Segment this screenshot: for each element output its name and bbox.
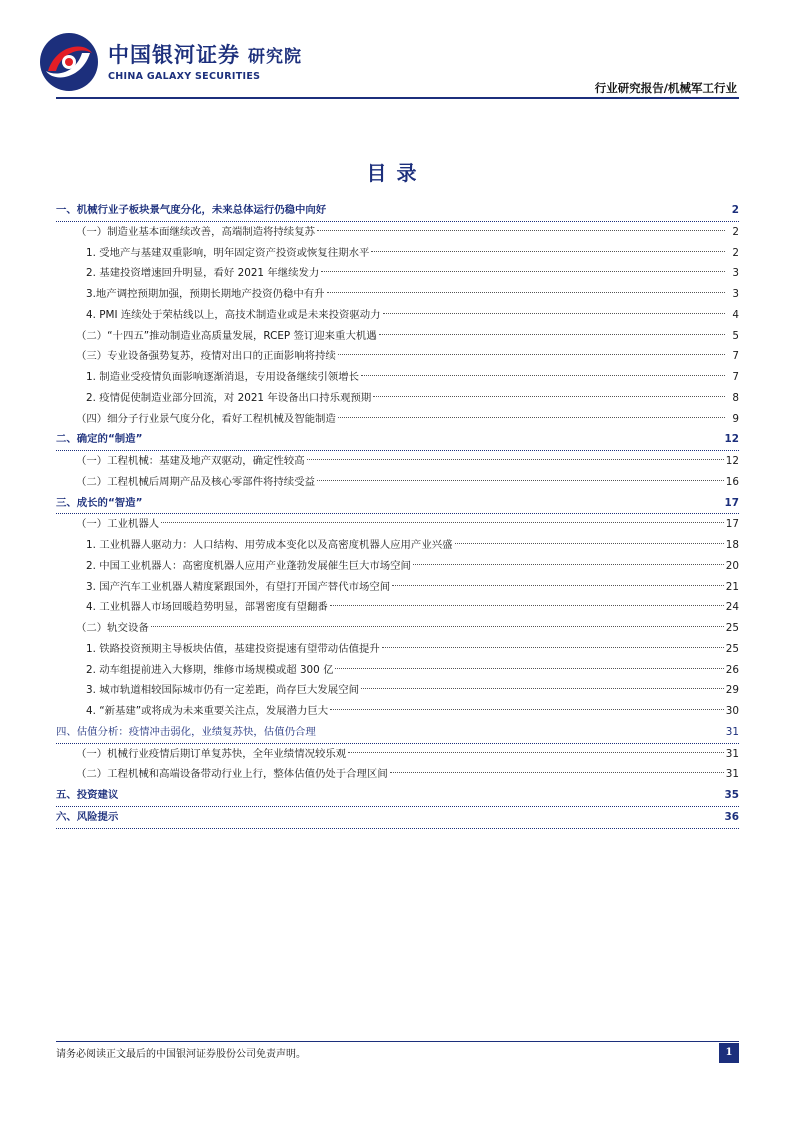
toc-entry-page: 25 [725,622,739,634]
toc-entry-title: （二）“十四五”推动制造业高质量发展，RCEP 签订迎来重大机遇 [76,329,377,342]
toc-leader-dots [335,668,723,669]
toc-entry-page: 3 [732,288,739,300]
toc-entry-page: 2 [732,225,739,238]
toc-entry-title: 2. 疫情促使制造业部分回流，对 2021 年设备出口持乐观预期 [86,391,372,404]
toc-entry-page: 12 [724,433,739,446]
toc-entry-page: 35 [724,789,739,801]
toc-entry-page: 26 [725,663,739,676]
toc-entry-title: 1. 制造业受疫情负面影响逐渐消退，专用设备继续引领增长 [86,371,359,383]
toc-entry[interactable] [56,409,739,430]
toc-entry-title: 3.地产调控预期加强，预期长期地产投资仍稳中有升 [86,288,325,300]
toc-entry[interactable] [56,305,739,326]
company-logo [38,30,348,94]
toc-entry[interactable] [56,263,739,284]
toc-entry[interactable] [56,744,739,765]
page-header [0,0,793,100]
toc-entry-page: 4 [732,308,739,321]
toc-entry[interactable] [56,577,739,598]
toc-entry-page: 12 [725,455,739,467]
toc-leader-dots [382,647,724,648]
toc-entry-page: 31 [725,747,739,760]
toc-entry[interactable] [56,200,739,222]
toc-entry-title: 二、确定的“制造” [56,433,143,446]
toc-entry-title: 2. 动车组提前进入大修期，维修市场规模或超 300 亿 [86,663,334,676]
toc-entry-page: 31 [725,768,739,781]
toc-entry-page: 9 [732,412,739,425]
toc-entry[interactable] [56,556,739,577]
toc-entry[interactable] [56,785,739,807]
logo-english-name: CHINA GALAXY SECURITIES [108,70,261,82]
toc-entry-title: 3. 城市轨道相较国际城市仍有一定差距，尚存巨大发展空间 [86,684,359,697]
toc-leader-dots [330,605,724,606]
toc-entry-title: （二）工程机械后周期产品及核心零部件将持续受益 [76,475,315,488]
toc-leader-dots [317,480,724,481]
toc-leader-dots [161,522,724,523]
toc-leader-dots [392,585,724,586]
toc-entry-page: 24 [725,601,739,614]
toc-entry-page: 25 [725,642,739,655]
toc-entry[interactable] [56,222,739,243]
toc-leader-dots [321,271,725,272]
toc-entry-page: 16 [725,475,739,488]
toc-entry[interactable] [56,367,739,388]
toc-entry-page: 29 [725,684,739,697]
toc-entry[interactable] [56,243,739,264]
toc-leader-dots [383,313,725,314]
toc-entry-title: （一）工程机械：基建及地产双驱动，确定性较高 [76,455,305,467]
toc-entry[interactable] [56,535,739,556]
toc-entry-title: 2. 中国工业机器人：高密度机器人应用产业蓬勃发展催生巨大市场空间 [86,559,411,572]
toc-entry-title: 3. 国产汽车工业机器人精度紧跟国外，有望打开国产替代市场空间 [86,580,391,593]
toc-entry[interactable] [56,326,739,347]
toc-entry-title: 1. 工业机器人驱动力：人口结构、用劳成本变化以及高密度机器人应用产业兴盛 [86,539,453,551]
toc-leader-dots [361,688,724,689]
toc-entry-title: 4. “新基建”或将成为未来重要关注点，发展潜力巨大 [86,705,329,717]
toc-entry-title: 六、风险提示 [56,810,119,823]
toc-entry-title: 四、估值分析：疫情冲击弱化，业绩复苏快，估值仍合理 [56,725,316,738]
toc-title: 目录 [366,161,427,185]
toc-entry-page: 2 [731,204,739,216]
toc-entry-page: 8 [732,391,739,404]
toc-leader-dots [307,459,724,460]
toc-entry-title: 2. 基建投资增速回升明显，看好 2021 年继续发力 [86,267,320,280]
toc-leader-dots [327,292,725,293]
report-type: 行业研究报告/机械军工行业 [594,81,737,95]
toc-leader-dots [348,752,724,753]
toc-entry-title: （四）细分子行业景气度分化，看好工程机械及智能制造 [76,412,336,425]
toc-entry-page: 18 [725,539,739,551]
toc-entry-title: （一）机械行业疫情后期订单复苏快，全年业绩情况较乐观 [76,747,347,760]
toc-entry[interactable] [56,597,739,618]
toc-entry[interactable] [56,429,739,451]
toc-leader-dots [373,396,725,397]
toc-entry-page: 2 [732,246,739,259]
toc-leader-dots [151,626,724,627]
toc-entry[interactable] [56,660,739,681]
logo-institute: 研究院 [248,46,302,67]
toc-leader-dots [371,251,725,252]
toc-leader-dots [455,543,724,544]
toc-entry-page: 30 [725,705,739,717]
toc-entry-page: 17 [724,496,739,509]
footer-divider [56,1041,739,1042]
toc-entry[interactable] [56,680,739,701]
toc-entry[interactable] [56,701,739,722]
toc-entry-page: 31 [725,725,739,738]
galaxy-logo-icon [38,31,100,93]
toc-leader-dots [338,417,725,418]
toc-entry-page: 21 [725,580,739,593]
table-of-contents [56,200,739,829]
toc-entry[interactable] [56,493,739,515]
toc-entry[interactable] [56,514,739,535]
toc-entry-title: （二）工程机械和高端设备带动行业上行，整体估值仍处于合理区间 [76,768,388,781]
toc-entry-page: 3 [732,267,739,280]
toc-entry-page: 20 [725,559,739,572]
toc-leader-dots [379,334,725,335]
toc-entry[interactable] [56,639,739,660]
toc-entry[interactable] [56,618,739,639]
toc-entry[interactable] [56,451,739,472]
header-divider [56,97,739,99]
footer-disclaimer: 请务必阅读正文最后的中国银河证券股份公司免责声明。 [56,1049,306,1060]
toc-entry-title: 1. 受地产与基建双重影响，明年固定资产投资或恢复往期水平 [86,246,370,259]
toc-entry-page: 7 [732,350,739,363]
toc-leader-dots [361,375,725,376]
toc-entry-page: 7 [732,371,739,383]
toc-entry-title: 三、成长的“智造” [56,496,143,509]
toc-entry[interactable] [56,807,739,829]
toc-entry-title: 4. PMI 连续处于荣枯线以上，高技术制造业或是未来投资驱动力 [86,308,381,321]
toc-entry-page: 36 [724,810,739,823]
toc-entry-title: （三）专业设备强势复苏，疫情对出口的正面影响将持续 [76,350,336,363]
page-number: 1 [719,1043,739,1063]
toc-entry-page: 17 [725,518,739,531]
toc-leader-dots [330,709,724,710]
toc-entry-title: 1. 铁路投资预期主导板块估值，基建投资提速有望带动估值提升 [86,642,380,655]
toc-entry[interactable] [56,346,739,367]
toc-entry-title: 五、投资建议 [56,789,119,801]
toc-entry-title: 4. 工业机器人市场回暖趋势明显，部署密度有望翻番 [86,601,328,614]
logo-company-name: 中国银河证券 [108,42,240,67]
toc-entry[interactable] [56,764,739,785]
toc-leader-dots [413,564,724,565]
toc-entry-title: （二）轨交设备 [76,622,149,634]
toc-entry-page: 5 [732,329,739,342]
toc-leader-dots [317,230,725,231]
toc-entry[interactable] [56,388,739,409]
toc-leader-dots [338,354,725,355]
toc-entry[interactable] [56,284,739,305]
toc-entry-title: （一）工业机器人 [76,518,160,531]
toc-leader-dots [390,772,724,773]
toc-entry[interactable] [56,472,739,493]
toc-entry[interactable] [56,722,739,744]
toc-entry-title: 一、机械行业子板块景气度分化，未来总体运行仍稳中向好 [56,204,327,216]
toc-entry-title: （一）制造业基本面继续改善，高端制造将持续复苏 [76,225,315,238]
